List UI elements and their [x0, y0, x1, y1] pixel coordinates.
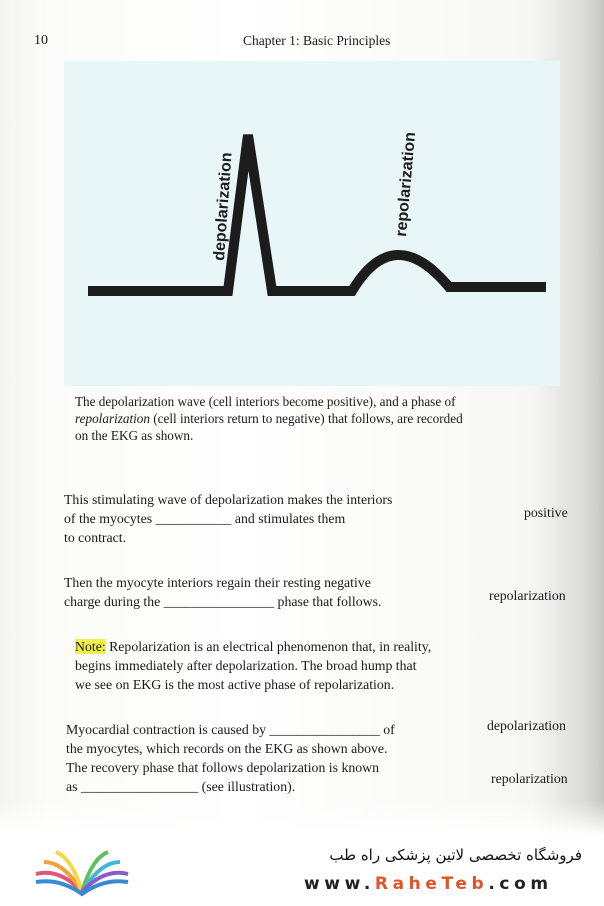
question-2-text — [64, 573, 381, 611]
url-prefix: www. — [304, 874, 375, 894]
answer-4a: depolarization — [487, 718, 566, 733]
note-line: begins immediately after depolarization. The broad hump that — [75, 658, 417, 673]
page-number: 10 — [34, 33, 48, 48]
store-url[interactable] — [304, 874, 553, 894]
answer-1: positive — [524, 505, 568, 520]
question-line: of the myocytes ___________ and stimulates them — [64, 511, 346, 526]
ekg-trace-line — [88, 135, 546, 291]
caption-line — [75, 410, 515, 427]
question-line: to contract. — [64, 530, 127, 545]
question-line: The recovery phase that follows depolarization is known — [66, 760, 380, 775]
question-line: Myocardial contraction is caused by ________________ of — [66, 722, 395, 737]
note-label: Note: — [75, 639, 106, 654]
caption-italic-term: repolarization — [75, 411, 150, 426]
ekg-figure — [64, 61, 560, 386]
note-line — [75, 637, 431, 656]
url-suffix: .com — [488, 874, 553, 894]
note-line-text: Repolarization is an electrical phenomenon that, in reality, — [105, 639, 432, 654]
figure-caption — [75, 393, 515, 444]
question-line: charge during the ________________ phase that follows. — [64, 594, 382, 609]
question-line: Then the myocyte interiors regain their resting negative — [64, 575, 371, 590]
url-brand: RaheTeb — [374, 874, 489, 894]
depolarization-label: depolarization — [211, 151, 236, 262]
answer-4b: repolarization — [491, 771, 568, 786]
note-text — [75, 637, 431, 694]
question-line: as _________________ (see illustration). — [66, 779, 296, 794]
store-name: فروشگاه تخصصی لاتین پزشکی راه طب — [329, 846, 582, 864]
note-line: we see on EKG is the most active phase of repolarization. — [75, 677, 395, 692]
caption-line: The depolarization wave (cell interiors become positive), and a phase of — [75, 394, 456, 409]
ekg-trace-diagram — [64, 61, 560, 386]
question-line: This stimulating wave of depolarization makes the interiors — [64, 492, 393, 507]
running-head: Chapter 1: Basic Principles — [243, 33, 391, 48]
question-1-text — [64, 490, 392, 547]
question-4-text — [66, 720, 395, 796]
repolarization-label: repolarization — [393, 131, 420, 238]
book-logo-icon — [30, 848, 134, 898]
question-line: the myocytes, which records on the EKG as shown above. — [66, 741, 388, 756]
caption-line: on the EKG as shown. — [75, 428, 194, 443]
caption-text: (cell interiors return to negative) that follows, are recorded — [149, 411, 463, 426]
answer-2: repolarization — [489, 588, 566, 603]
footer-fade — [0, 800, 604, 840]
